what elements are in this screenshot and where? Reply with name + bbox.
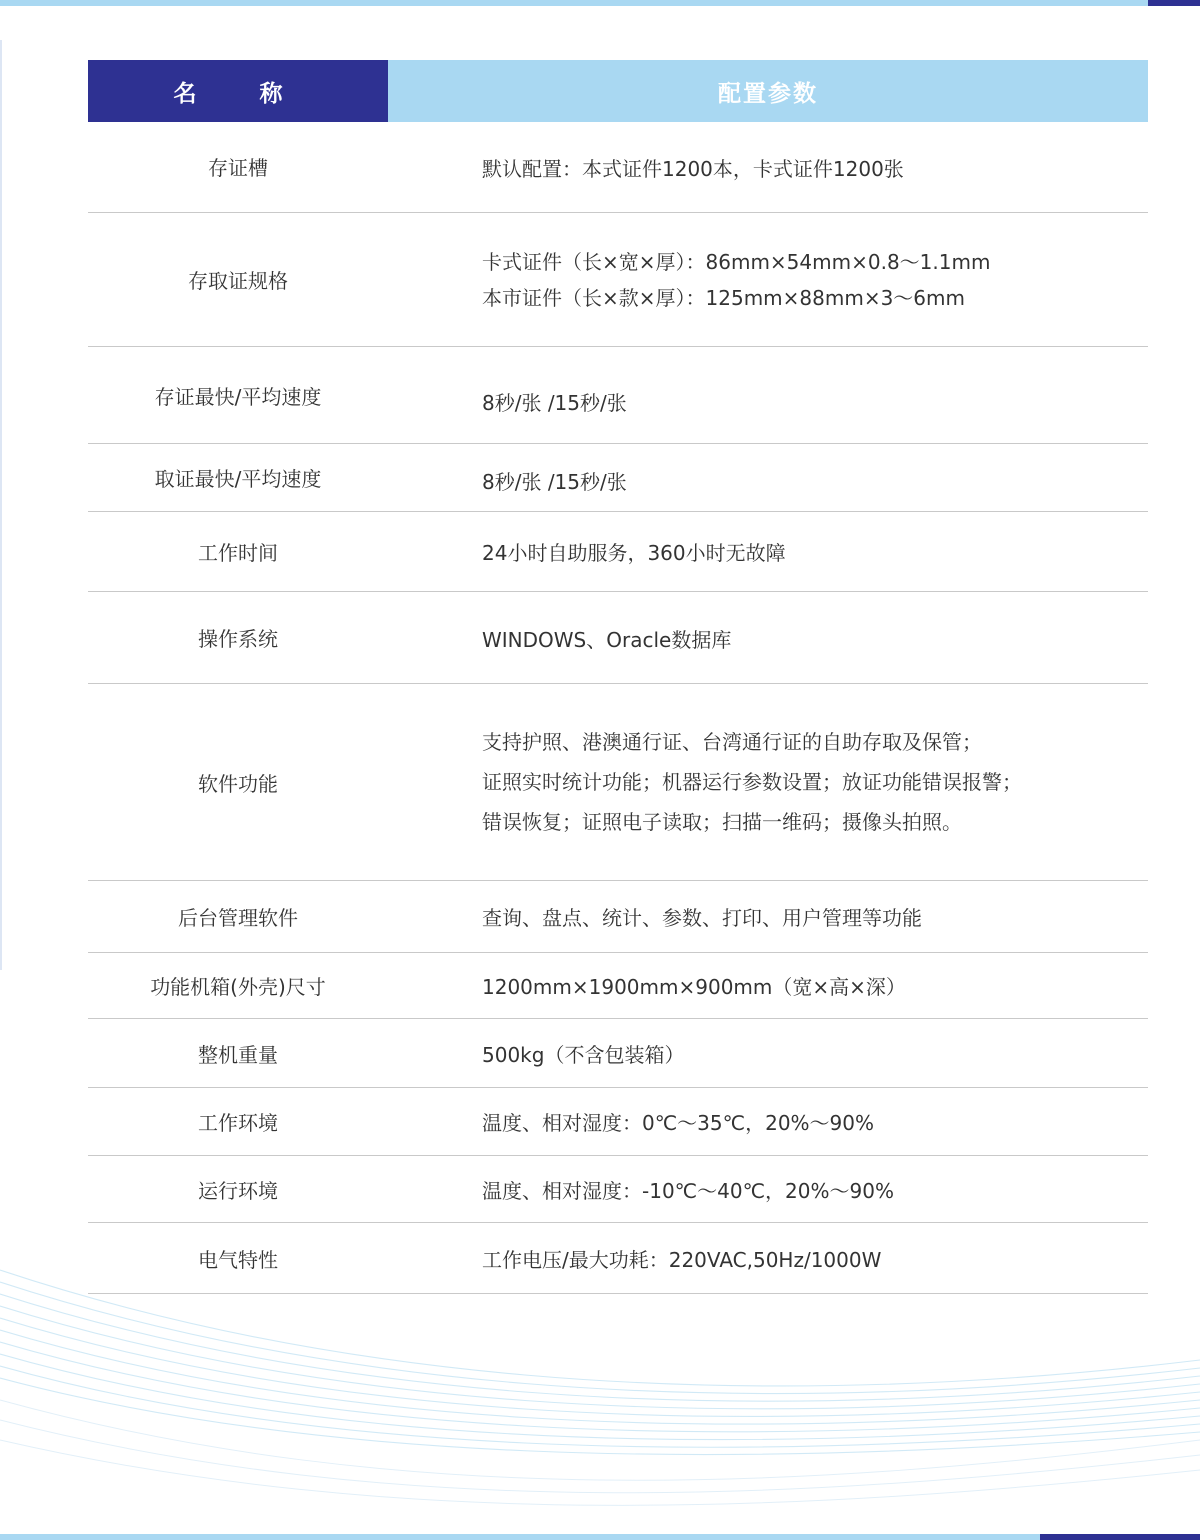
top-accent-corner (1148, 0, 1200, 6)
row-value (388, 684, 1148, 880)
value-line: 500kg（不含包装箱） (482, 1042, 685, 1067)
header-params: 配置参数 (388, 60, 1148, 122)
table-row (88, 1156, 1148, 1223)
top-accent-bar (0, 0, 1200, 6)
value-line: 本市证件（长×款×厚）：125mm×88mm×3～6mm (482, 285, 965, 310)
table-row (88, 512, 1148, 592)
value-line: 错误恢复；证照电子读取；扫描一维码；摄像头拍照。 (482, 810, 962, 834)
row-name: 后台管理软件 (178, 906, 298, 930)
row-value (388, 592, 1148, 683)
row-value (388, 1019, 1148, 1087)
row-value (388, 122, 1148, 212)
spec-table (88, 60, 1148, 1294)
header-name: 名 称 (88, 60, 388, 122)
row-value (388, 953, 1148, 1018)
left-edge-line (0, 40, 2, 970)
table-row (88, 1223, 1148, 1294)
table-row (88, 953, 1148, 1019)
value-line: 1200mm×1900mm×900mm（宽×高×深） (482, 975, 906, 999)
value-line: 卡式证件（长×宽×厚）：86mm×54mm×0.8～1.1mm (482, 249, 991, 274)
row-name: 整机重量 (198, 1042, 278, 1067)
row-name: 取证最快/平均速度 (154, 467, 322, 491)
table-row (88, 444, 1148, 512)
row-name: 存证槽 (208, 156, 268, 180)
table-row (88, 881, 1148, 953)
row-value (388, 1156, 1148, 1222)
table-row (88, 347, 1148, 444)
row-name: 工作环境 (198, 1111, 278, 1135)
row-value (388, 512, 1148, 591)
value-line: 8秒/张 /15秒/张 (482, 470, 627, 494)
table-row (88, 684, 1148, 881)
table-row (88, 1088, 1148, 1156)
value-line: 证照实时统计功能；机器运行参数设置；放证功能错误报警； (482, 770, 1022, 794)
row-name: 存证最快/平均速度 (154, 384, 322, 409)
value-line: 查询、盘点、统计、参数、打印、用户管理等功能 (482, 906, 922, 930)
value-line: WINDOWS、Oracle数据库 (482, 628, 732, 652)
row-name: 电气特性 (198, 1247, 278, 1272)
value-line: 工作电压/最大功耗：220VAC,50Hz/1000W (482, 1247, 882, 1272)
table-row (88, 592, 1148, 684)
row-value (388, 347, 1148, 443)
row-value (388, 1223, 1148, 1293)
value-line: 温度、相对湿度：-10℃～40℃，20%～90% (482, 1178, 894, 1203)
row-name: 工作时间 (198, 541, 278, 565)
row-name: 功能机箱(外壳)尺寸 (150, 975, 326, 999)
row-name: 软件功能 (198, 771, 278, 796)
value-line: 8秒/张 /15秒/张 (482, 391, 627, 415)
table-header (88, 60, 1148, 122)
value-line: 支持护照、港澳通行证、台湾通行证的自助存取及保管； (482, 730, 982, 754)
row-value (388, 444, 1148, 511)
table-row (88, 122, 1148, 213)
row-name: 存取证规格 (188, 269, 288, 293)
row-name: 运行环境 (198, 1178, 278, 1203)
value-line: 24小时自助服务，360小时无故障 (482, 541, 786, 565)
row-value (388, 213, 1148, 346)
row-value (388, 881, 1148, 952)
row-name: 操作系统 (198, 627, 278, 651)
bottom-accent-corner (1040, 1534, 1200, 1540)
row-value (388, 1088, 1148, 1155)
value-line: 默认配置：本式证件1200本，卡式证件1200张 (482, 156, 904, 181)
table-row (88, 213, 1148, 347)
table-row (88, 1019, 1148, 1088)
value-line: 温度、相对湿度：0℃～35℃，20%～90% (482, 1111, 875, 1135)
bottom-accent-bar (0, 1534, 1200, 1540)
